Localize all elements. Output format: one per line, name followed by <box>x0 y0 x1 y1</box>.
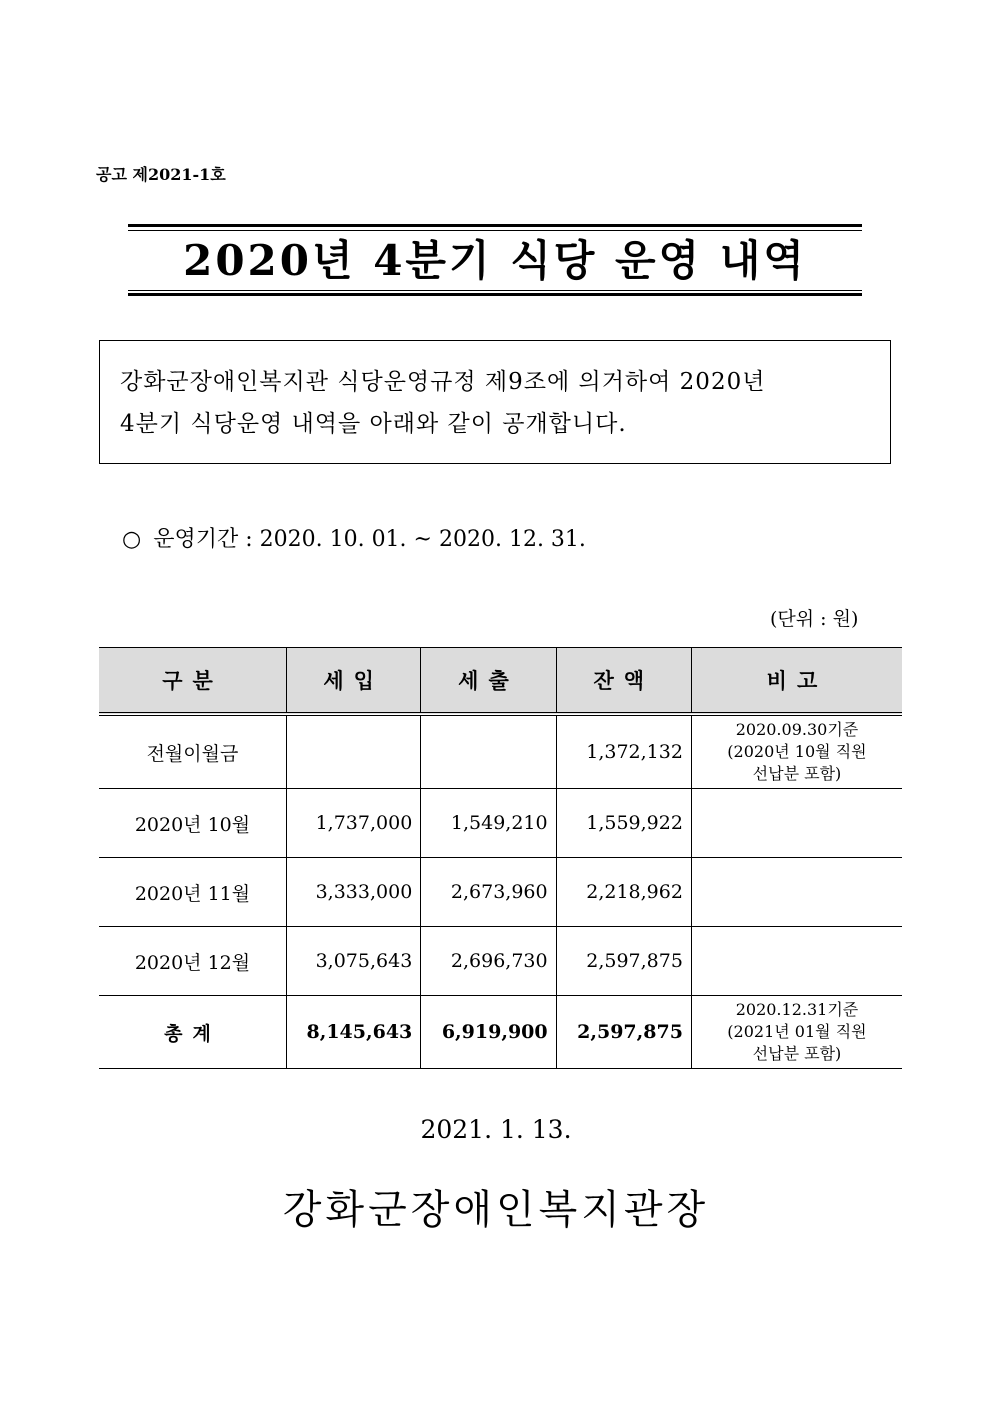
note-line: 2020.12.31기준 <box>735 1000 859 1019</box>
table-row <box>99 858 902 927</box>
unit-label: (단위 : 원) <box>770 608 859 630</box>
title-rule <box>128 224 862 227</box>
note-cell <box>691 858 902 927</box>
income-cell <box>286 714 420 789</box>
operation-table <box>99 647 902 1069</box>
expense-cell: 1,549,210 <box>421 789 556 858</box>
header-category: 구분 <box>99 648 286 715</box>
expense-cell: 2,696,730 <box>421 927 556 996</box>
header-expense: 세출 <box>421 648 556 715</box>
operation-period <box>122 522 586 553</box>
income-cell: 3,075,643 <box>286 927 420 996</box>
balance-cell: 2,597,875 <box>556 927 691 996</box>
note-line: (2021년 01월 직원 <box>727 1022 867 1041</box>
note-cell <box>691 927 902 996</box>
document-date: 2021. 1. 13. <box>420 1115 572 1144</box>
income-cell: 3,333,000 <box>286 858 420 927</box>
document-title: 2020년 4분기 식당 운영 내역 <box>183 236 807 285</box>
table-row <box>99 714 902 789</box>
intro-box <box>99 340 891 464</box>
row-label: 2020년 11월 <box>99 858 286 927</box>
note-line: (2020년 10월 직원 <box>727 742 867 761</box>
balance-cell: 1,559,922 <box>556 789 691 858</box>
note-line: 선납분 포함) <box>752 764 842 783</box>
note-cell <box>691 996 902 1069</box>
table-header-row <box>99 648 902 715</box>
note-cell <box>691 714 902 789</box>
header-note: 비고 <box>691 648 902 715</box>
row-label: 전월이월금 <box>99 714 286 789</box>
header-balance: 잔액 <box>556 648 691 715</box>
intro-line: 강화군장애인복지관 식당운영규정 제9조에 의거하여 2020년 <box>120 369 766 395</box>
header-income: 세입 <box>286 648 420 715</box>
income-cell: 1,737,000 <box>286 789 420 858</box>
table-row <box>99 927 902 996</box>
total-row <box>99 996 902 1069</box>
total-balance: 2,597,875 <box>556 996 691 1069</box>
balance-cell: 2,218,962 <box>556 858 691 927</box>
row-label: 2020년 12월 <box>99 927 286 996</box>
expense-cell <box>421 714 556 789</box>
title-rule <box>128 230 862 231</box>
title-rule <box>128 290 862 291</box>
balance-cell: 1,372,132 <box>556 714 691 789</box>
intro-line: 4분기 식당운영 내역을 아래와 같이 공개합니다. <box>120 411 627 437</box>
total-label: 총계 <box>99 996 286 1069</box>
note-line: 2020.09.30기준 <box>735 720 859 739</box>
note-cell <box>691 789 902 858</box>
operation-period-text: 운영기간 : 2020. 10. 01. ~ 2020. 12. 31. <box>153 527 586 552</box>
circle-bullet-icon: ○ <box>122 527 142 552</box>
title-rule <box>128 293 862 296</box>
total-income: 8,145,643 <box>286 996 420 1069</box>
note-line: 선납분 포함) <box>752 1044 842 1063</box>
signer-name: 강화군장애인복지관장 <box>282 1187 710 1233</box>
notice-number: 공고 제2021-1호 <box>96 165 226 184</box>
total-expense: 6,919,900 <box>421 996 556 1069</box>
expense-cell: 2,673,960 <box>421 858 556 927</box>
row-label: 2020년 10월 <box>99 789 286 858</box>
table-row <box>99 789 902 858</box>
